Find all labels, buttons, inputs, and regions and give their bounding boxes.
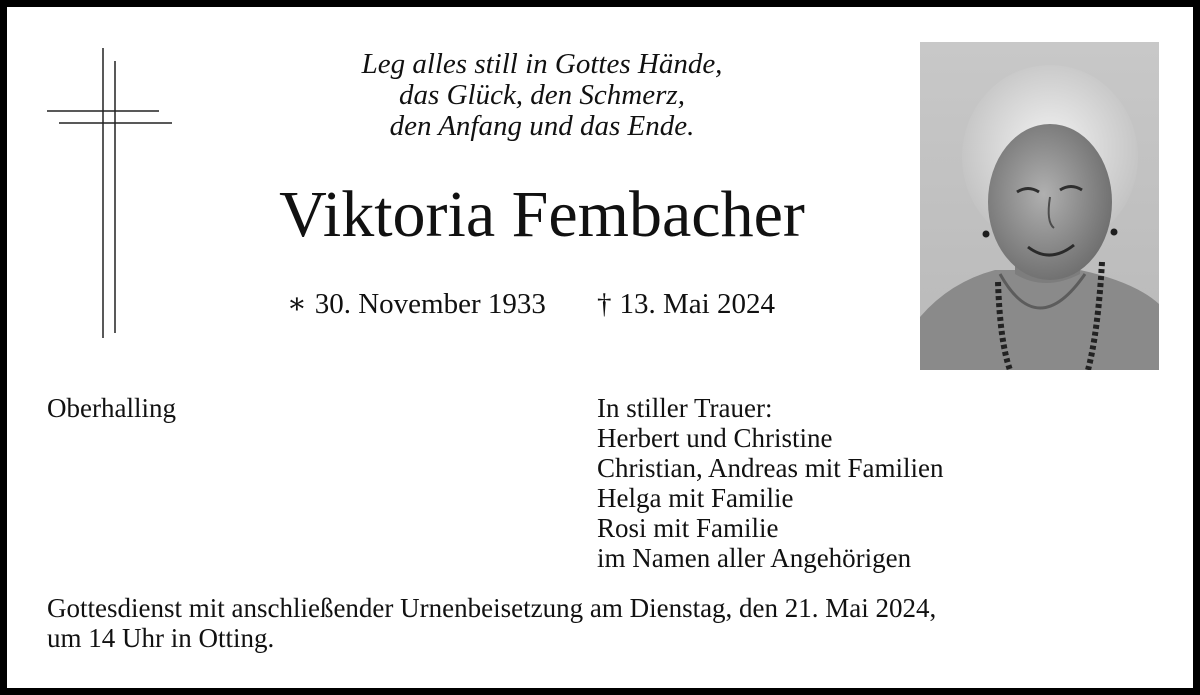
deceased-name: Viktoria Fembacher: [279, 178, 805, 251]
cross-icon: [47, 43, 177, 343]
mourner-entry: Christian, Andreas mit Familien: [597, 453, 944, 483]
verse-line: Leg alles still in Gottes Hände,: [361, 48, 723, 80]
mourner-entry: Helga mit Familie: [597, 483, 794, 513]
birth-date-group: [287, 288, 546, 320]
death-date: 13. Mai 2024: [619, 288, 775, 320]
birth-star-icon: ∗: [287, 288, 307, 320]
birth-date: 30. November 1933: [314, 288, 546, 320]
mourners-heading: In stiller Trauer:: [597, 393, 773, 423]
death-date-group: [597, 287, 775, 321]
service-line: Gottesdienst mit anschließender Urnenbeisetzung am Dienstag, den 21. Mai 2024,: [47, 593, 937, 623]
mourner-entry: Herbert und Christine: [597, 423, 833, 453]
mourner-entry: Rosi mit Familie: [597, 513, 779, 543]
mourner-entry: im Namen aller Angehörigen: [597, 543, 912, 573]
service-line: um 14 Uhr in Otting.: [47, 623, 275, 653]
portrait-photo: [920, 42, 1159, 370]
verse: [257, 49, 827, 142]
service-notice: [47, 593, 1167, 653]
death-dagger-icon: †: [597, 288, 612, 320]
mourners-list: [597, 393, 943, 573]
obituary-card: [7, 7, 1193, 688]
verse-line: das Glück, den Schmerz,: [399, 79, 685, 111]
place-of-residence: Oberhalling: [47, 393, 176, 423]
life-dates: [287, 287, 775, 321]
verse-line: den Anfang und das Ende.: [389, 110, 695, 142]
